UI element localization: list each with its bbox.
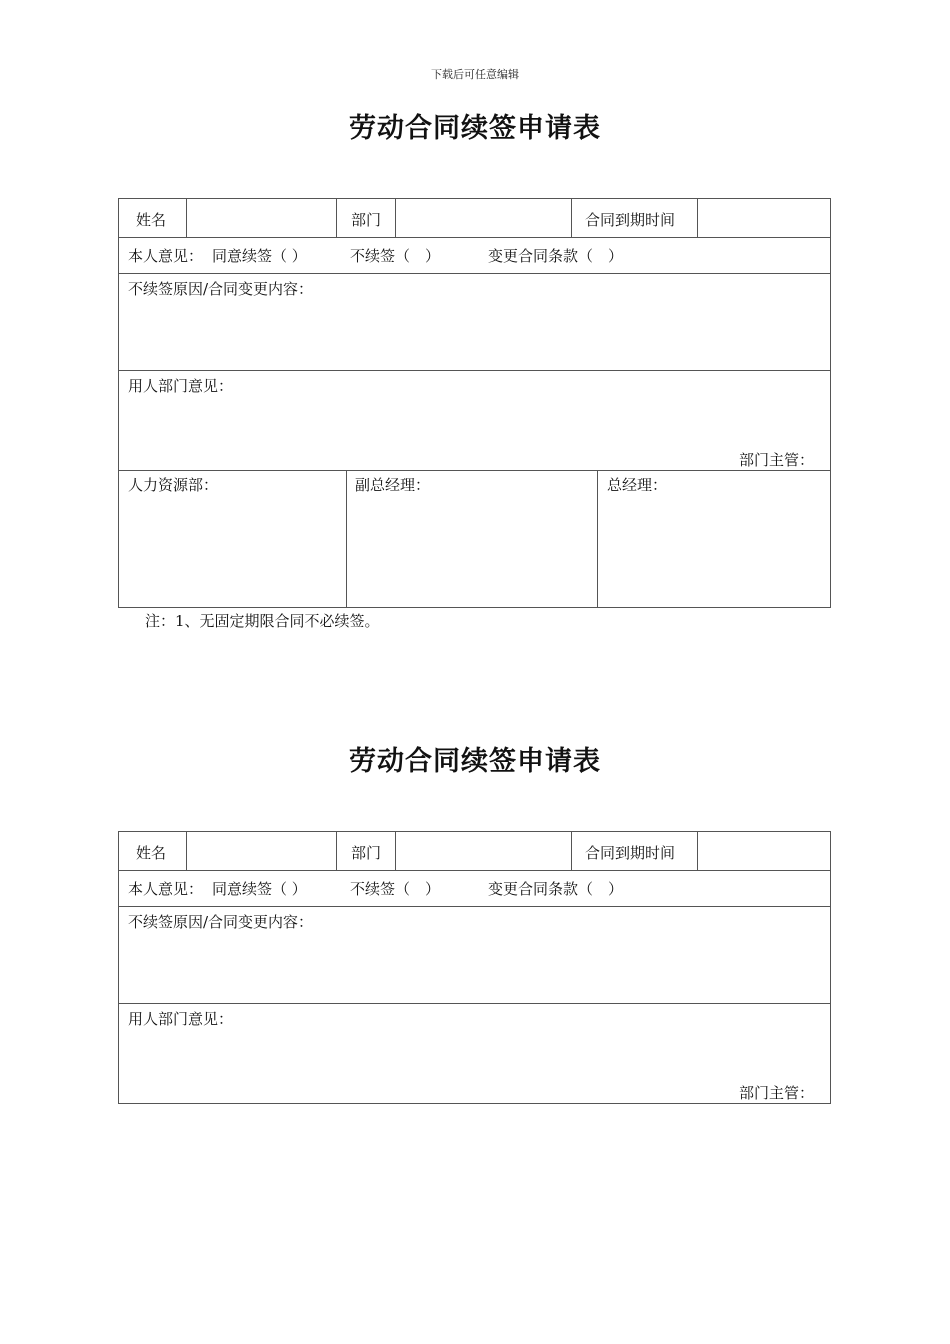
dept-label-cell (336, 832, 395, 870)
dept-opinion-label: 用人部门意见： (128, 1010, 234, 1028)
expiry-label-cell (571, 832, 697, 870)
not-renew-option[interactable]: 不续签（ ） (350, 880, 441, 898)
hr-cell[interactable] (119, 471, 346, 607)
reason-label: 不续签原因/合同变更内容： (128, 280, 314, 298)
expiry-label-cell (571, 199, 697, 237)
dept-field[interactable] (395, 199, 571, 237)
dept-field[interactable] (395, 832, 571, 870)
approval-row (118, 470, 831, 608)
header-note: 下载后可任意编辑 (431, 68, 519, 81)
name-label: 姓名 (136, 844, 167, 862)
agree-renew-option[interactable]: 同意续签（ ） (212, 880, 307, 898)
change-terms-option[interactable]: 变更合同条款（ ） (488, 247, 624, 265)
reason-label: 不续签原因/合同变更内容： (128, 913, 314, 931)
footnote: 注：1、无固定期限合同不必续签。 (145, 612, 380, 630)
dept-label: 部门 (351, 211, 382, 229)
expiry-field[interactable] (697, 832, 830, 870)
dept-opinion-row[interactable] (118, 1003, 831, 1104)
basic-info-row (118, 831, 831, 871)
form-title: 劳动合同续签申请表 (349, 746, 601, 777)
name-field[interactable] (186, 199, 336, 237)
expiry-field[interactable] (697, 199, 830, 237)
opinion-label: 本人意见： (128, 880, 204, 898)
not-renew-option[interactable]: 不续签（ ） (350, 247, 441, 265)
personal-opinion-row (118, 237, 831, 274)
supervisor-label: 部门主管： (738, 451, 814, 469)
opinion-label: 本人意见： (128, 247, 204, 265)
expiry-label: 合同到期时间 (585, 211, 676, 229)
reason-row[interactable] (118, 906, 831, 1004)
personal-opinion-row (118, 870, 831, 907)
expiry-label: 合同到期时间 (585, 844, 676, 862)
reason-row[interactable] (118, 273, 831, 371)
name-field[interactable] (186, 832, 336, 870)
basic-info-row (118, 198, 831, 238)
dept-label-cell (336, 199, 395, 237)
change-terms-option[interactable]: 变更合同条款（ ） (488, 880, 624, 898)
hr-label: 人力资源部： (128, 476, 219, 494)
dept-opinion-row[interactable] (118, 370, 831, 471)
name-label-cell (119, 199, 186, 237)
vgm-label: 副总经理： (355, 476, 431, 494)
dept-label: 部门 (351, 844, 382, 862)
name-label-cell (119, 832, 186, 870)
gm-cell[interactable] (597, 471, 830, 607)
supervisor-label: 部门主管： (738, 1084, 814, 1102)
agree-renew-option[interactable]: 同意续签（ ） (212, 247, 307, 265)
name-label: 姓名 (136, 211, 167, 229)
vgm-cell[interactable] (346, 471, 597, 607)
gm-label: 总经理： (607, 476, 668, 494)
form-title: 劳动合同续签申请表 (349, 113, 601, 144)
dept-opinion-label: 用人部门意见： (128, 377, 234, 395)
